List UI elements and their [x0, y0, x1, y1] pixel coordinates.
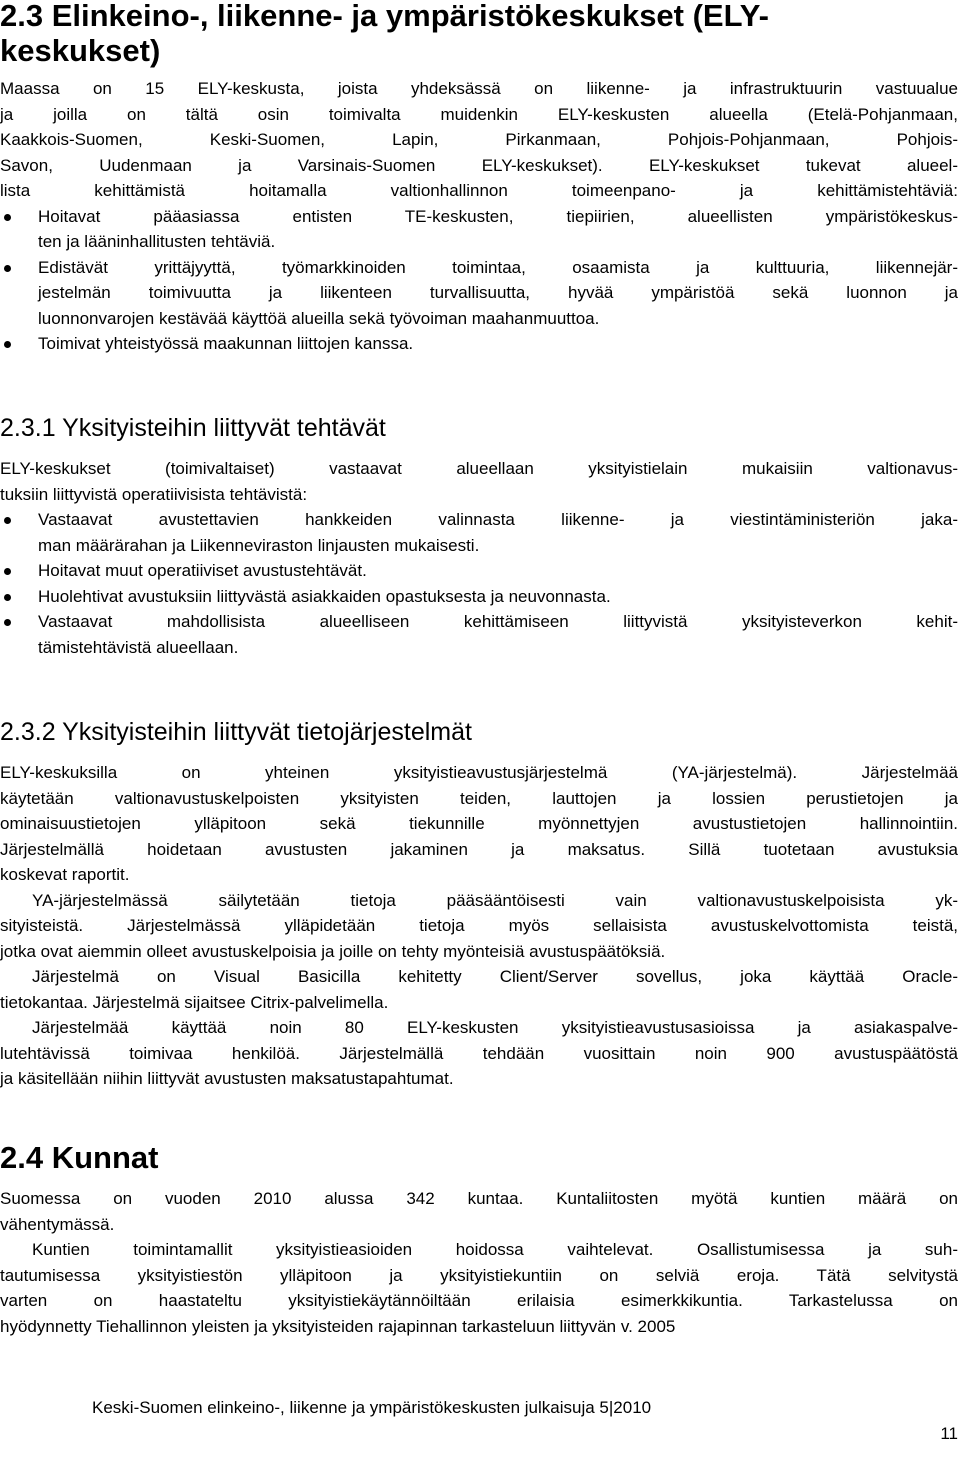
- bullet-line: Edistävät yrittäjyyttä, työmarkkinoiden toimintaa, osaamista ja kulttuuria, liikennejär-: [38, 257, 958, 277]
- bullet-line: Toimivat yhteistyössä maakunnan liittojen kanssa.: [38, 334, 414, 353]
- section-2-3-body: [0, 76, 958, 357]
- paragraph: [0, 1015, 958, 1092]
- section-title-2-3-2: 2.3.2 Yksityisteihin liittyvät tietojärjestelmät: [0, 718, 472, 746]
- bullet-item: [0, 204, 958, 255]
- bullet-item: [0, 507, 958, 558]
- paragraph: [0, 1237, 958, 1339]
- paragraph-line: YA-järjestelmässä säilytetään tietoja pääsääntöisesti vain valtionavustuskelpoisista yk-: [32, 890, 958, 910]
- bullet-icon: [0, 609, 38, 635]
- paragraph-line: jotka ovat aiemmin olleet avustuskelpoisia ja joille on tehty myönteisiä avustuspäätöksiä.: [0, 941, 666, 961]
- paragraph-line: tuksiin liittyvistä operatiivisista tehtävistä:: [0, 484, 308, 504]
- section-2-4-body: [0, 1186, 958, 1339]
- bullet-line: tämistehtävistä alueellaan.: [38, 637, 239, 657]
- bullet-line: Vastaavat avustettavien hankkeiden valinnasta liikenne- ja viestintäministeriön jaka-: [38, 510, 958, 529]
- paragraph-line: vähentymässä.: [0, 1214, 115, 1234]
- section-title-2-4: 2.4 Kunnat: [0, 1140, 159, 1175]
- paragraph-line: tautumisessa yksityistiestön ylläpitoon ja yksityistiekuntiin on selviä eroja. Tätä selvitystä: [0, 1265, 958, 1285]
- paragraph-line: Maassa on 15 ELY-keskusta, joista yhdeksässä on liikenne- ja infrastruktuurin vastuualue: [0, 79, 958, 98]
- paragraph-line: tietokantaa. Järjestelmä sijaitsee Citrix-palvelimella.: [0, 992, 389, 1012]
- bullet-icon: [0, 331, 38, 357]
- bullet-icon: [0, 255, 38, 281]
- bullet-line: Hoitavat muut operatiiviset avustustehtävät.: [38, 561, 367, 580]
- paragraph-line: lista kehittämistä hoitamalla valtionhallinnon toimeenpano- ja kehittämistehtäviä:: [0, 181, 958, 200]
- bullet-line: ten ja lääninhallitusten tehtäviä.: [38, 232, 276, 251]
- paragraph-line: sityisteistä. Järjestelmässä ylläpidetään tietoja myös sellaisista avustuskelvottomista teistä,: [0, 916, 958, 935]
- paragraph-line: ELY-keskukset (toimivaltaiset) vastaavat alueellaan yksityistielain mukaisiin valtionavus-: [0, 459, 958, 478]
- paragraph-line: Savon, Uudenmaan ja Varsinais-Suomen ELY-keskukset). ELY-keskukset tukevat alueel-: [0, 155, 958, 175]
- bullet-item: [0, 558, 958, 584]
- paragraph: [0, 964, 958, 1015]
- page-number: 11: [940, 1424, 958, 1443]
- paragraph-line: Kaakkois-Suomen, Keski-Suomen, Lapin, Pirkanmaan, Pohjois-Pohjanmaan, Pohjois-: [0, 130, 958, 149]
- bullet-line: jestelmän toimivuutta ja liikenteen turvallisuutta, hyvää ympäristöä sekä luonnon ja: [38, 283, 958, 302]
- bullet-line: Vastaavat mahdollisista alueelliseen kehittämiseen liittyvistä yksityisteverkon kehit-: [38, 612, 958, 631]
- paragraph-line: käytetään valtionavustuskelpoisten yksityisten teiden, lauttojen ja lossien perustietojen ja: [0, 788, 958, 808]
- section-title-2-3-line2: keskukset): [0, 33, 161, 68]
- paragraph-line: hyödynnetty Tiehallinnon yleisten ja yksityisteiden rajapinnan tarkasteluun liittyvän v. 2005: [0, 1316, 676, 1336]
- paragraph-line: ominaisuustietojen ylläpitoon sekä tiekunnille myönnettyjen avustustietojen hallinnointiin.: [0, 814, 958, 833]
- paragraph-line: ELY-keskuksilla on yhteinen yksityistieavustusjärjestelmä (YA-järjestelmä). Järjestelmää: [0, 763, 958, 782]
- bullet-line: luonnonvarojen kestävää käyttöä alueilla sekä työvoiman maahanmuuttoa.: [38, 308, 600, 328]
- bullet-icon: [0, 204, 38, 230]
- paragraph-line: lutehtävissä toimivaa henkilöä. Järjestelmällä tehdään vuosittain noin 900 avustuspäätöstä: [0, 1043, 958, 1063]
- section-2-3-1-body: [0, 456, 958, 660]
- paragraph: [0, 888, 958, 965]
- section-title-2-3-line1: 2.3 Elinkeino-, liikenne- ja ympäristökeskukset (ELY-: [0, 0, 769, 33]
- bullet-line: Hoitavat pääasiassa entisten TE-keskusten, tiepiirien, alueellisten ympäristökeskus-: [38, 206, 958, 226]
- footer-publication-title: Keski-Suomen elinkeino-, liikenne ja ympäristökeskusten julkaisuja 5|2010: [92, 1398, 652, 1417]
- bullet-icon: [0, 584, 38, 610]
- paragraph: [0, 1186, 958, 1237]
- bullet-icon: [0, 558, 38, 584]
- paragraph-line: ja käsitellään niihin liittyvät avustusten maksatustapahtumat.: [0, 1069, 454, 1088]
- bullet-icon: [0, 507, 38, 533]
- paragraph-line: koskevat raportit.: [0, 865, 130, 884]
- section-2-3-2-body: [0, 760, 958, 1092]
- paragraph-line: varten on haastateltu yksityistiekäytännöiltään erilaisia esimerkkikuntia. Tarkastelussa on: [0, 1291, 958, 1310]
- bullet-item: [0, 609, 958, 660]
- page-footer: [0, 1369, 958, 1443]
- paragraph-line: Kuntien toimintamallit yksityistieasioiden hoidossa vaihtelevat. Osallistumisessa ja suh-: [32, 1240, 958, 1259]
- bullet-line: Huolehtivat avustuksiin liittyvästä asiakkaiden opastuksesta ja neuvonnasta.: [38, 586, 611, 606]
- paragraph-line: Järjestelmä on Visual Basicilla kehitetty Client/Server sovellus, joka käyttää Oracle-: [32, 967, 958, 986]
- bullet-item: [0, 255, 958, 332]
- bullet-item: [0, 331, 958, 357]
- paragraph-line: Järjestelmää käyttää noin 80 ELY-keskusten yksityistieavustusasioissa ja asiakaspalve-: [32, 1018, 958, 1037]
- paragraph: [0, 760, 958, 888]
- paragraph-line: Järjestelmällä hoidetaan avustusten jakaminen ja maksatus. Sillä tuotetaan avustuksia: [0, 839, 958, 859]
- paragraph-line: ja joilla on tältä osin toimivalta muidenkin ELY-keskusten alueella (Etelä-Pohjanmaan,: [0, 104, 958, 124]
- bullet-line: man määrärahan ja Liikenneviraston linjausten mukaisesti.: [38, 535, 480, 555]
- paragraph-line: Suomessa on vuoden 2010 alussa 342 kuntaa. Kuntaliitosten myötä kuntien määrä on: [0, 1189, 958, 1208]
- bullet-item: [0, 584, 958, 610]
- section-title-2-3-1: 2.3.1 Yksityisteihin liittyvät tehtävät: [0, 414, 386, 442]
